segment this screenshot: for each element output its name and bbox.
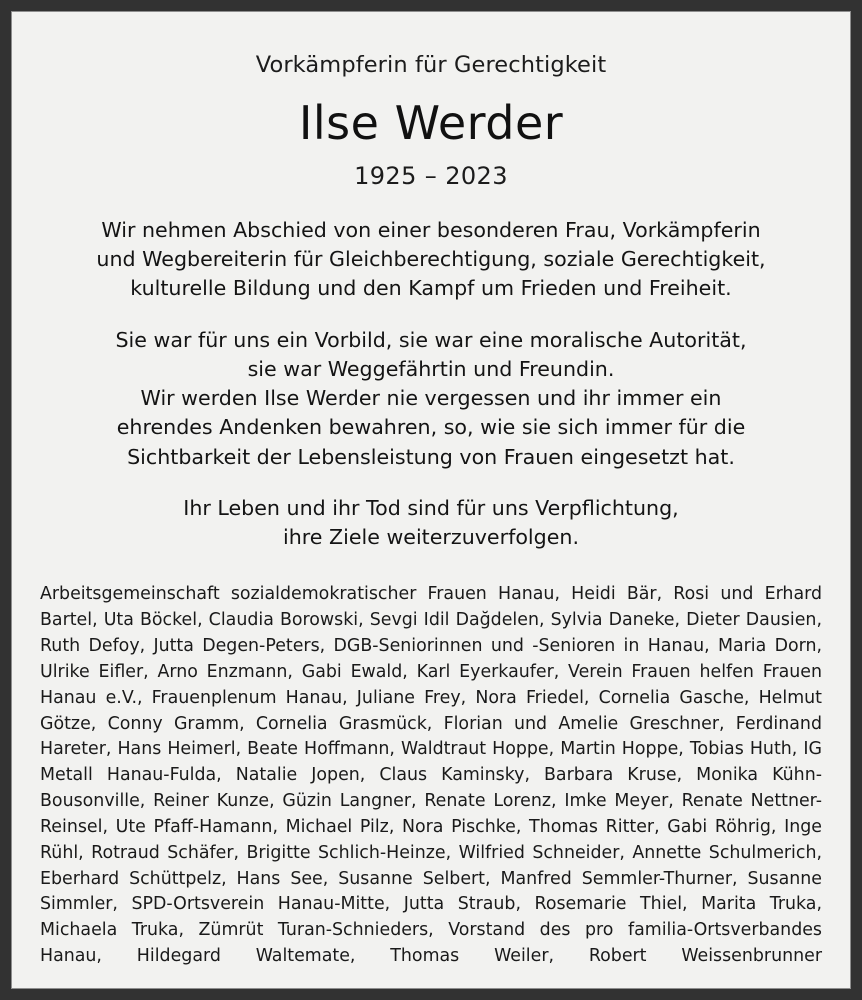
deceased-name: Ilse Werder (298, 96, 564, 150)
tribute-line: sie war Weggefährtin und Freundin. (247, 356, 615, 381)
tribute-line: ehrendes Andenken bewahren, so, wie sie sich immer für die (116, 415, 746, 440)
tribute-paragraph-1 (40, 216, 822, 304)
tribute-paragraph-2 (40, 326, 822, 472)
tribute-line: ihre Ziele weiterzuverfolgen. (283, 525, 579, 550)
epithet-line: Vorkämpferin für Gerechtigkeit (255, 52, 607, 78)
tribute-line: und Wegbereiterin für Gleichberechtigung, soziale Gerechtigkeit, (96, 247, 766, 272)
lifespan: 1925 – 2023 (354, 162, 508, 190)
tribute-line: kulturelle Bildung und den Kampf um Frieden und Freiheit. (130, 276, 732, 301)
tribute-line: Sie war für uns ein Vorbild, sie war eine moralische Autorität, (115, 327, 747, 352)
obituary-card (11, 11, 851, 989)
tribute-paragraph-3 (40, 494, 822, 552)
tribute-line: Wir werden Ilse Werder nie vergessen und ihr immer ein (140, 386, 722, 411)
tribute-line: Sichtbarkeit der Lebensleistung von Frauen eingesetzt hat. (127, 444, 735, 469)
signatories-list: Arbeitsgemeinschaft sozialdemokratischer Frauen Hanau, Heidi Bär, Rosi und Erhard Bartel, Uta Böckel, Claudia Borowski, Sevgi Idil Dağdelen, Sylvia Daneke, Dieter Dausien, Ruth Defoy, Jutta Degen-Peters, DGB-Seniorinnen und -Senioren in Hanau, Maria Dorn, Ulrike Eifler, Arno Enzmann, Gabi Ewald, Karl Eyerkaufer, Verein Frauen helfen Frauen Hanau e.V., Frauenplenum Hanau, Juliane Frey, Nora Friedel, Cornelia Gasche, Helmut Götze, Conny Gramm, Cornelia Grasmück, Florian und Amelie Greschner, Ferdinand Hareter, Hans Heimerl, Beate Hoffmann, Waldtraut Hoppe, Martin Hoppe, Tobias Huth, IG Metall Hanau-Fulda, Natalie Jopen, Claus Kaminsky, Barbara Kruse, Monika Kühn-Bousonville, Reiner Kunze, Güzin Langner, Renate Lorenz, Imke Meyer, Renate Nettner-Reinsel, Ute Pfaff-Hamann, Michael Pilz, Nora Pischke, Thomas Ritter, Gabi Röhrig, Inge Rühl, Rotraud Schäfer, Brigitte Schlich-Heinze, Wilfried Schneider, Annette Schulmerich, Eberhard Schüttpelz, Hans See, Susanne Selbert, Manfred Semmler-Thurner, Susanne Simmler, SPD-Ortsverein Hanau-Mitte, Jutta Straub, Rosemarie Thiel, Marita Truka, Michaela Truka, Zümrüt Turan-Schnieders, Vorstand des pro familia-Ortsverbandes Hanau, Hildegard Waltemate, Thomas Weiler, Robert Weissenbrunner (40, 584, 822, 967)
tribute-line: Ihr Leben und ihr Tod sind für uns Verpflichtung, (183, 495, 679, 520)
tribute-line: Wir nehmen Abschied von einer besonderen Frau, Vorkämpferin (101, 218, 761, 242)
